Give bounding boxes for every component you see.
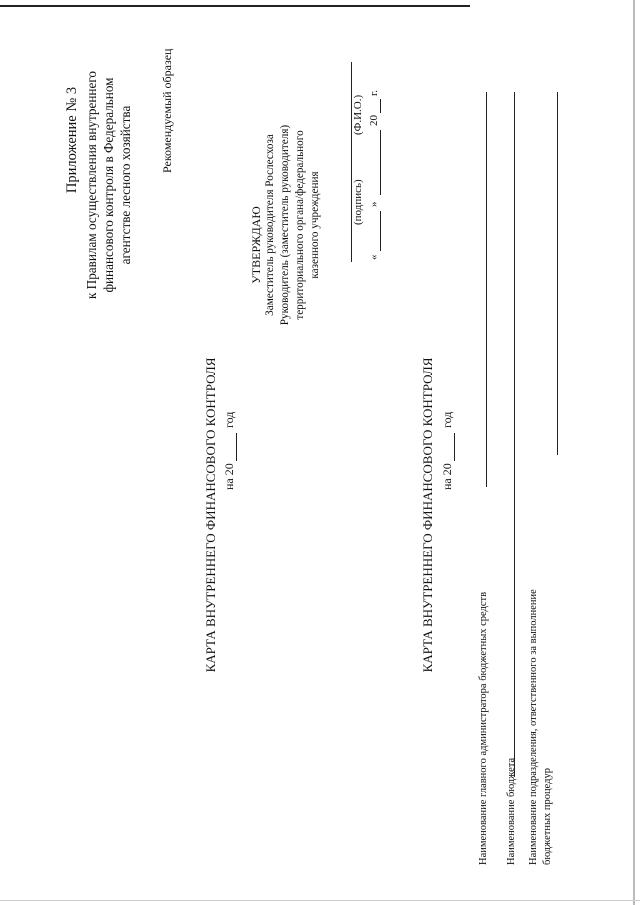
sample-label: Рекомендуемый образец	[160, 48, 174, 173]
date-day-line	[380, 211, 381, 251]
field-admin-line[interactable]	[486, 92, 487, 487]
section2-year-line	[454, 433, 455, 461]
date-year-prefix: 20	[368, 115, 380, 126]
approval-line-2: Руководитель (заместитель руководителя)	[279, 124, 291, 326]
date-close-quote: »	[368, 201, 380, 207]
approval-title: УТВЕРЖДАЮ	[249, 206, 263, 284]
appendix-title: Приложение № 3	[64, 86, 80, 194]
approval-line-1: Заместитель руководителя Рослесхоза	[264, 134, 276, 316]
field-budget-label: Наименование бюджета	[506, 757, 517, 865]
appendix-line-3: агентстве лесного хозяйства	[118, 105, 133, 265]
appendix-line-2: финансового контроля в Федеральном	[101, 77, 116, 293]
approval-line-3: территориального органа/федерального	[294, 130, 306, 320]
signature-caption: (подпись)	[352, 179, 364, 225]
field-department-line[interactable]	[557, 92, 558, 455]
field-department-label-2: бюджетных процедур	[542, 767, 553, 865]
appendix-text	[83, 5, 134, 365]
section1-title: КАРТА ВНУТРЕННЕГО ФИНАНСОВОГО КОНТРОЛЯ	[203, 357, 218, 673]
section2-title: КАРТА ВНУТРЕННЕГО ФИНАНСОВОГО КОНТРОЛЯ	[420, 357, 435, 673]
section2-year-prefix: на 20	[440, 463, 454, 490]
field-admin-label: Наименование главного администратора бюджетных средств	[478, 591, 489, 865]
date-month-line	[380, 130, 381, 195]
appendix-line-1: к Правилам осуществления внутреннего	[84, 70, 99, 300]
section2-year-suffix: год	[440, 411, 454, 428]
signature-line	[351, 62, 352, 262]
date-open-quote: «	[368, 254, 380, 260]
section1-year-suffix: год	[222, 411, 236, 428]
field-budget-line[interactable]	[514, 92, 515, 777]
approval-line-4: казенного учреждения	[309, 171, 321, 279]
section1-year-line	[236, 433, 237, 461]
date-year-line	[380, 99, 381, 113]
field-department-label-1: Наименование подразделения, ответственного за выполнение	[528, 589, 539, 865]
date-year-suffix: г.	[368, 89, 380, 96]
name-caption: (Ф.И.О.)	[352, 94, 364, 135]
approval-text	[263, 85, 323, 365]
section1-year-prefix: на 20	[222, 463, 236, 490]
